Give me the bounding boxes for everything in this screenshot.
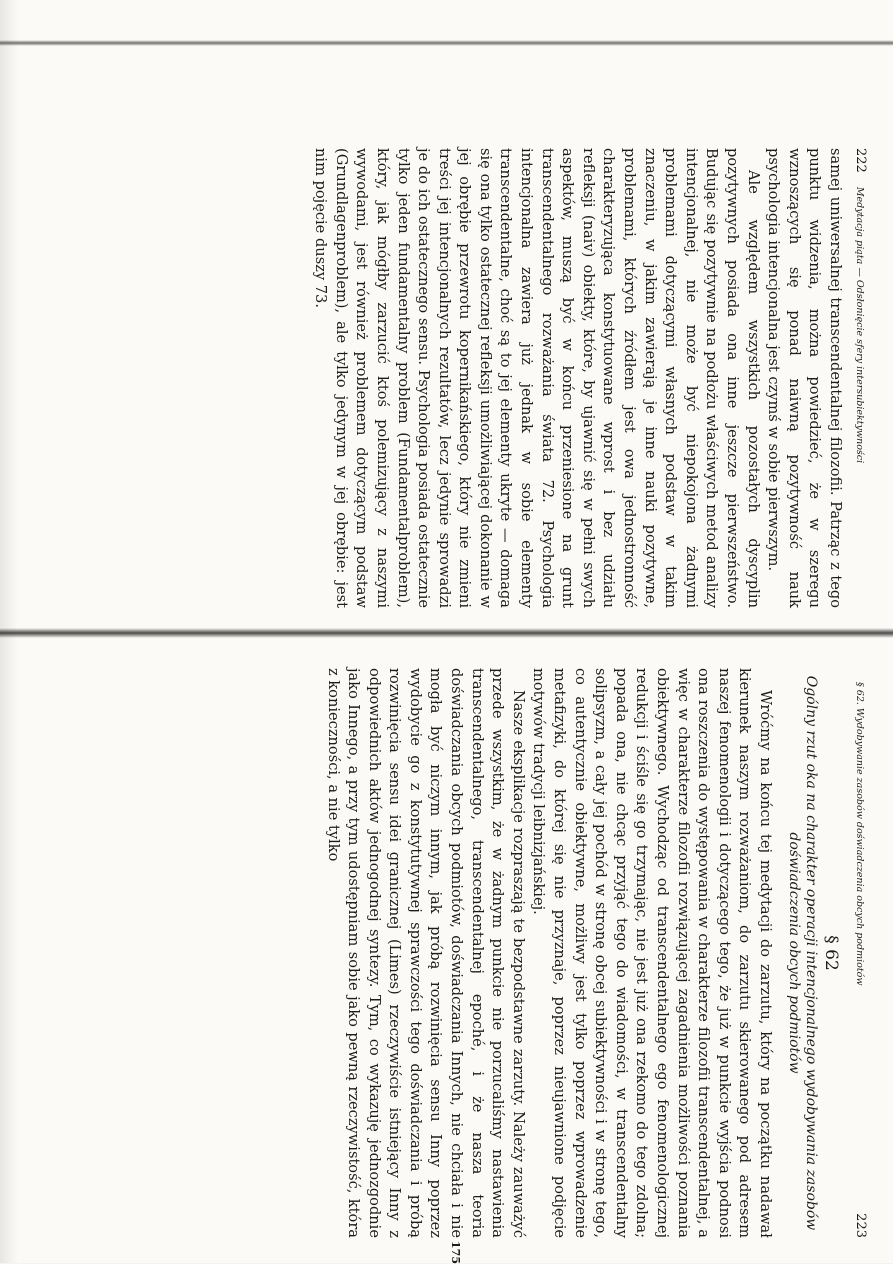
running-title: Medytacja piąta — Odsłonięcie sfery intersubiektywności [854,186,865,464]
running-title: § 62. Wydobywanie zasobów doświadczenia obcych podmiotów [854,682,865,986]
running-head-222 [845,148,868,608]
page-223-text [322,668,775,1238]
section-title: Ogólny rzut oka na charakter operacji intencjonalnego wydobywania zasobów doświadczenia obcych podmiotów [786,675,819,1231]
paragraph: Ale względem wszystkich pozostałych dyscyplin pozytywnych posiada ona inne jeszcze pierwszeństwo. Budując się pozytywnie na podłożu właściwych metod analizy intencjonalnej, nie może być niepokojona żadnymi problemami dotyczącymi własnych podstaw w takim znaczeniu, w jakim zawierają je inne nauki pozytywne, problemami, których źródłem jest owa jednostronność charakteryzująca konstytuowane wprost i bez udziału refleksji (naiv) obiekty, które, by ujawnić się w pełni swych aspektów, muszą być w końcu przeniesione na grunt transcendentalnego rozważania świata 72. Psychologia intencjonalna zawiera już jednak w sobie elementy transcendentalne, choć są to jej elementy ukryte — domaga się ona tylko ostatecznej refleksji umożliwiającej dokonanie w jej obrębie przewrotu kopernikańskiego, który nie zmieni treści jej intencjonalnych rezultatów, lecz jedynie sprowadzi je do ich ostatecznego sensu. Psychologia posiada ostatecznie tylko jeden fundamentalny problem (Fundamentalproblem), który, jak mógłby zarzucić ktoś polemizujący z naszymi wywodami, jest również problemem dotyczącym podstaw (Grundlagenproblem), ale tylko jedynym w jej obrębie: jest nim pojęcie duszy 73. [312,148,762,608]
page-number: 223 [853,1213,868,1238]
page-222-text [310,148,845,608]
paragraph: samej uniwersalnej transcendentalnej filozofii. Patrząc z tego punktu widzenia, można powiedzieć, że w szeregu wznoszących się ponad naiwną pozytywność nauk psychologia intencjonalna jest czymś w sobie pierwszym. [765,148,844,608]
page-number: 222 [853,148,868,173]
page-223 [228,668,868,1264]
margin-page-number: 175 [449,1241,462,1264]
section-number: § 62 [821,935,841,971]
paragraph: Nasze eksplikacje rozpraszają te bezpodstawne zarzuty. Należy zauważyć przede wszystkim, że w żadnym punkcie nie porzucaliśmy nastawienia transcendentalnego, transcendentalnej epoché, i że nasza teoria doświadczania obcych podmiotów, doświadczania Innych, nie chciała i nie mogła być niczym innym, jak próbą rozwinięcia sensu Inny poprzez wydobycie go z konstytutywnej sprawczości tego doświadczania i próbą rozwinięcia sensu idei granicznej (Limes) rzeczywiście istniejący Inny z odpowiednich aktów jednogodnej syntezy. Tym, co wykazuję jednozgodnie jako Innego, a przy tym udostępniam sobie jako pewną rzeczywistość, która z konieczności, a nie tylko [324,668,527,1238]
page-222 [228,148,868,608]
page-fold-middle [0,628,893,638]
section-heading [785,668,841,1238]
page-edge-top [0,40,893,46]
running-head-223 [845,668,868,1238]
paragraph: Wróćmy na końcu tej medytacji do zarzutu, który na początku nadawał kierunek naszym rozważaniom, do zarzutu skierowanego pod adresem naszej fenomenologii i dotyczącego tego, że już w punkcie wyjścia podnosi ona roszczenia do występowania w charakterze filozofii transcendentalnej, a więc w charakterze filozofii rozwiązującej zagadnienia możliwości poznania obiektywnego. Wychodząc od transcendentalnego ego fenomenologicznej redukcji i ściśle się go trzymając, nie jest już ona rzekomo do tego zdolna; popada ona, nie chcąc przyjąć tego do wiadomości, w transcendentalny solipsyzm, a cały jej pochód w stronę obcej subiektywności i w stronę tego, co autentycznie obiektywne, możliwy jest tylko poprzez wprowadzenie metafizyki, do której się nie przyznaje, poprzez nieujawnione podjęcie motywów tradycji leibnizjańskiej. [530,668,774,1238]
